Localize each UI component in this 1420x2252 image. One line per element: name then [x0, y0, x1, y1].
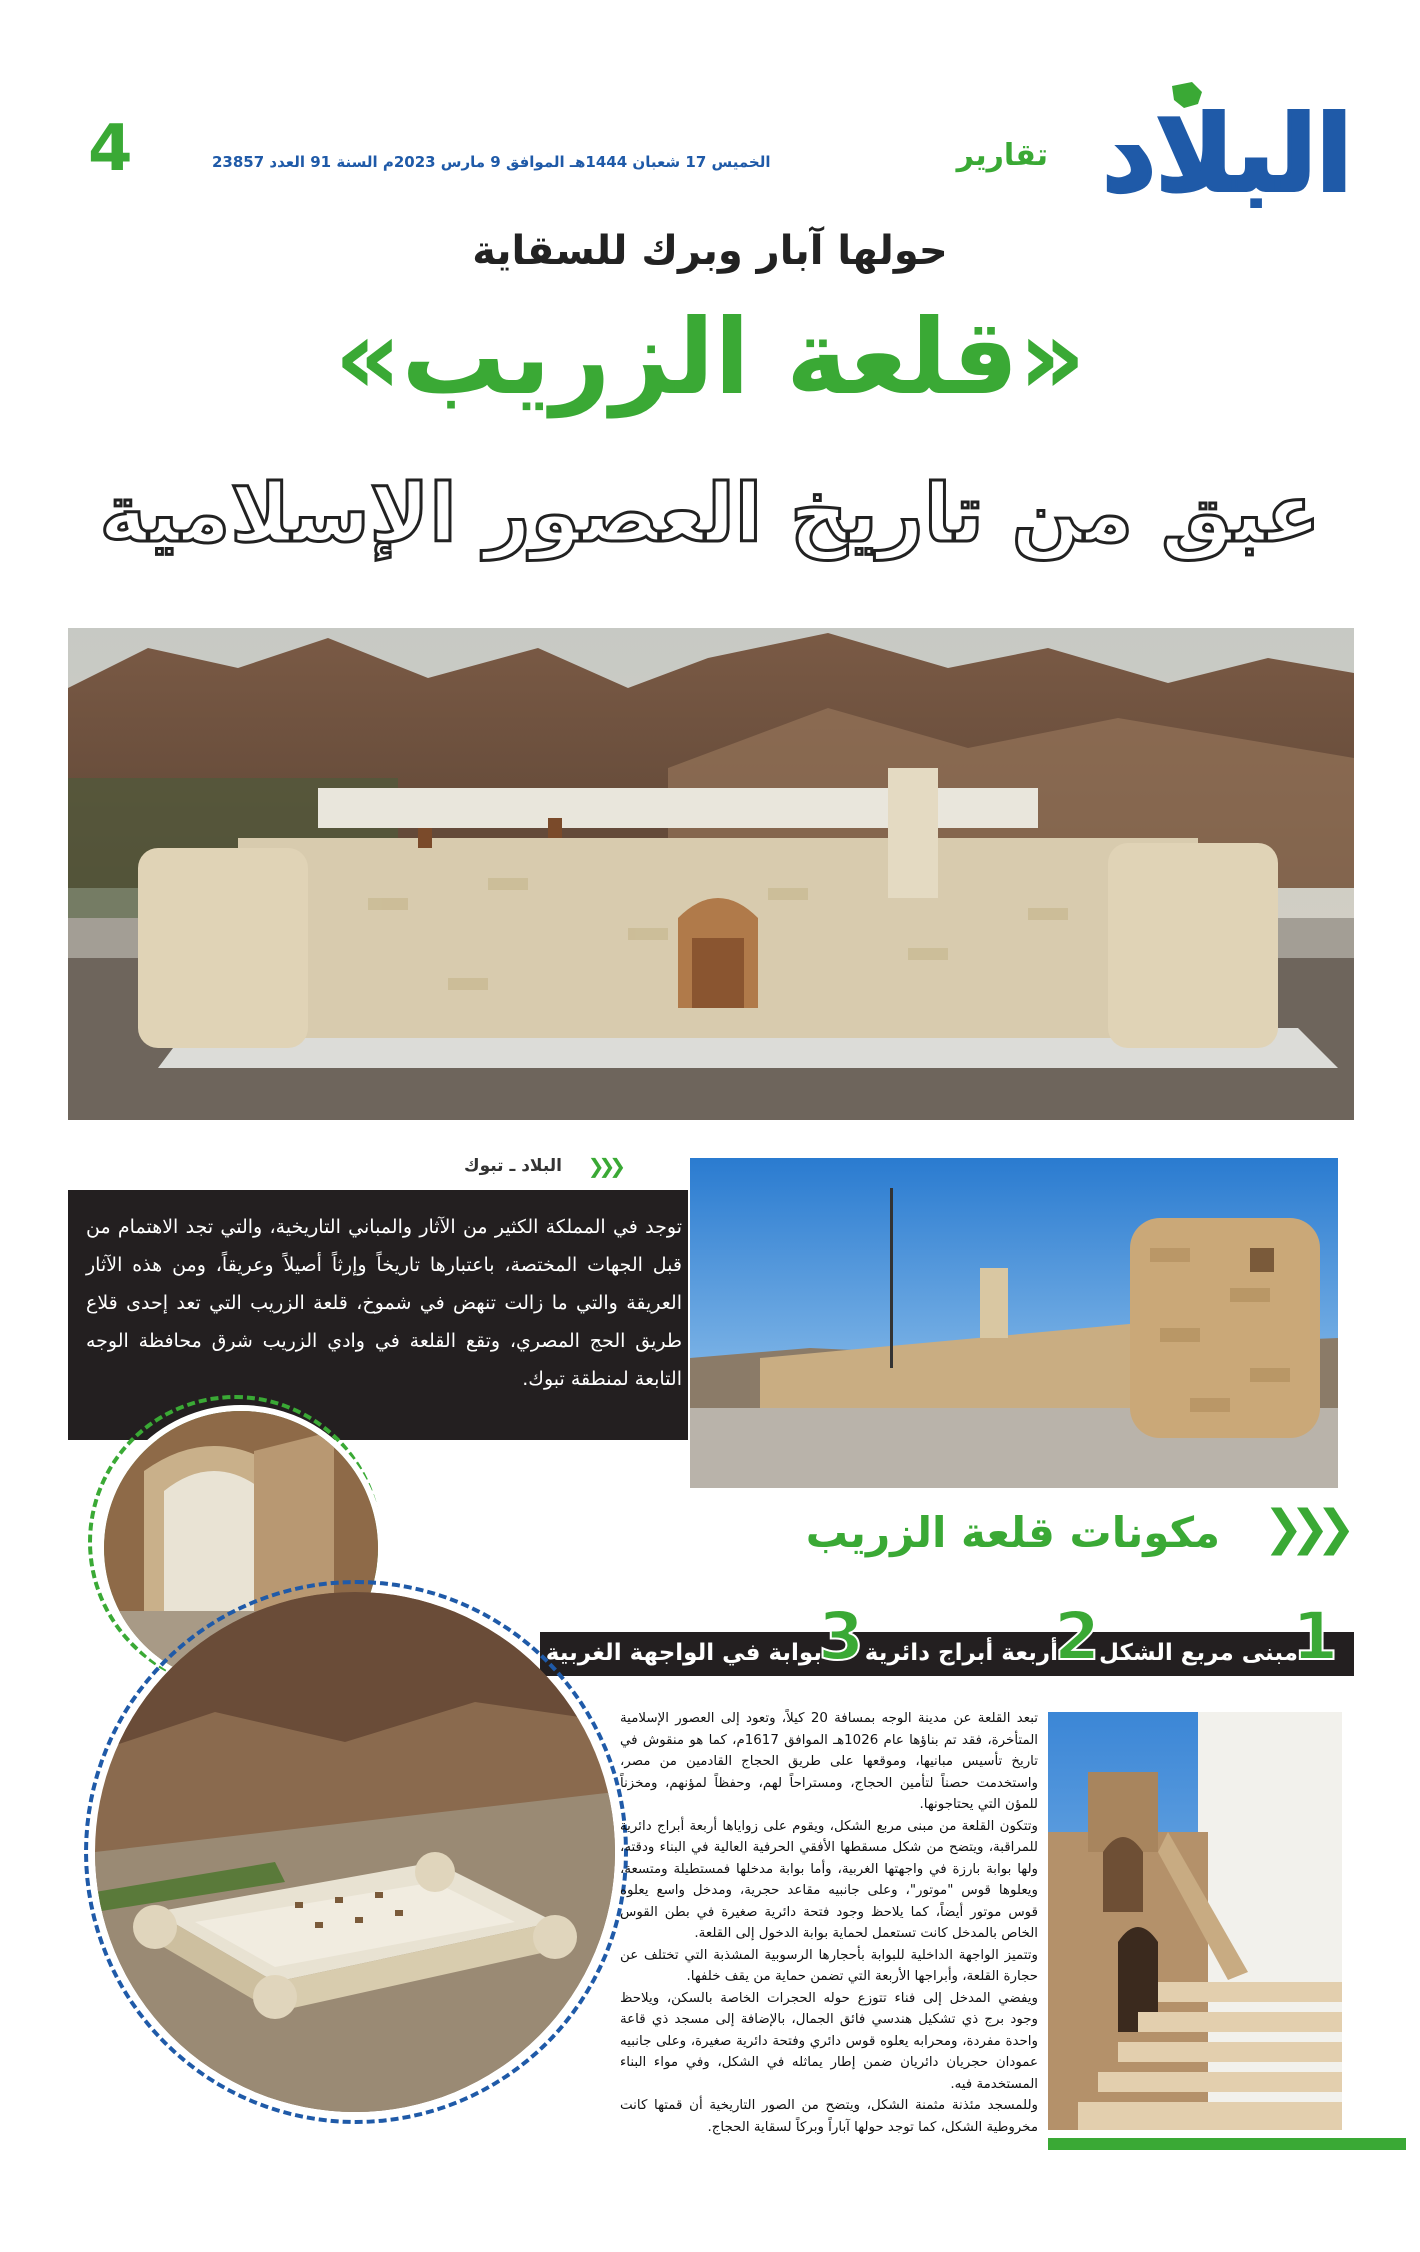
newspaper-logo[interactable] — [1052, 78, 1362, 208]
components-arrows-icon: ❯❯❯ — [1263, 1500, 1342, 1556]
article-kicker: حولها آبار وبرك للسقاية — [472, 228, 948, 274]
body-paragraph: ويفضي المدخل إلى فناء تتوزع حوله الحجرات الخاصة بالسكن، ويلاحظ وجود برج ذي تشكيل هندسي فائق الجمال، بالإضافة إلى مسجد ذي قاعة واحدة مفردة، ومحرابه يعلوه قوس دائري وفتحة دائرية صغيرة، وعلى جانبيه عمودان حجريان دائريان ضمن إطار يماثله في الشكل، وفي مواء البناء المستخدمة فيه. — [620, 1990, 1038, 2092]
component-number-3: 3 — [818, 1598, 864, 1675]
components-title: مكونات قلعة الزريب — [805, 1508, 1220, 1557]
article-title: «قلعة الزريب» — [334, 296, 1086, 418]
hero-fort-photo — [68, 628, 1354, 1120]
stairs-photo — [1048, 1712, 1342, 2130]
body-paragraph: وتتميز الواجهة الداخلية للبوابة بأحجارها الرسوبية المشذبة التي تختلف عن حجارة القلعة، وأبراجها الأربعة التي تضمن حماية من يقف خلفها. — [620, 1947, 1038, 1984]
body-paragraph: تبعد القلعة عن مدينة الوجه بمسافة 20 كيلاً، وتعود إلى العصور الإسلامية المتأخرة، فقد تم بناؤها عام 1026هـ الموافق 1617م، كما هو منقوش في تاريخ تأسيس مبانيها، وموقعها على طريق الحجاج القادمين من مصر، واستخدمت حصناً لتأمين الحجاج، ومستراحاً لهم، وحفظاً لمؤنهم، ومخزناً للمؤن التي يحتاجونها. — [620, 1711, 1038, 1812]
section-label: تقارير — [956, 138, 1048, 173]
byline-arrows-icon: ❯❯❯ — [587, 1154, 620, 1178]
component-label-1: مبنى مربع الشكل — [1098, 1640, 1298, 1666]
page-number: 4 — [88, 112, 133, 186]
body-paragraph: وللمسجد مئذنة مثمنة الشكل، ويتضح من الصور التاريخية أن قمتها كانت مخروطية الشكل، كما توجد حولها آباراً وبركاً لسقاية الحجاج. — [620, 2098, 1038, 2135]
component-label-2: أربعة أبراج دائرية — [864, 1640, 1058, 1666]
byline: البلاد ـ تبوك — [464, 1156, 562, 1176]
issue-date-line: الخميس 17 شعبان 1444هـ الموافق 9 مارس 2023م السنة 91 العدد 23857 — [212, 153, 771, 171]
article-body — [620, 1708, 1038, 2138]
component-number-1: 1 — [1292, 1598, 1338, 1675]
component-label-3: بوابة في الواجهة الغربية — [545, 1640, 822, 1666]
logo-text: البلاد — [1102, 93, 1352, 208]
bottom-green-rule — [1048, 2138, 1406, 2150]
intro-text: توجد في المملكة الكثير من الآثار والمباني التاريخية، والتي تجد الاهتمام من قبل الجهات المختصة، باعتبارها تاريخاً وإرثاً أصيلاً وعريقاً، ومن هذه الآثار العريقة والتي ما زالت تنهض في شموخ، قلعة الزريب التي تعد إحدى قلاع طريق الحج المصري، وتقع القلعة في وادي الزريب شرق محافظة الوجه التابعة لمنطقة تبوك. — [86, 1216, 682, 1390]
aerial-fort-photo — [95, 1592, 615, 2112]
fort-wall-photo — [690, 1158, 1338, 1488]
body-paragraph: وتتكون القلعة من مبنى مربع الشكل، ويقوم على زواياها أربعة أبراج دائرية للمراقبة، ويتضح من شكل مسقطها الأفقي الحرفية العالية في البناء ودقته، ولها بوابة بارزة في واجهتها الغربية، وأما بوابة مدخلها فمستطيلة ومتسعة، ويعلوها قوس "موتور"، وعلى جانبيه مقاعد حجرية، ومدخل واسع يعلوه قوس موتور أيضاً، كما يلاحظ وجود فتحة دائرية صغيرة في بطن القوس الخاص بالمدخل كانت تستعمل لحماية بوابة الدخول إلى القلعة. — [620, 1818, 1038, 1941]
component-number-2: 2 — [1054, 1598, 1100, 1675]
article-subtitle: عبق من تاريخ العصور الإسلامية — [99, 467, 1321, 560]
